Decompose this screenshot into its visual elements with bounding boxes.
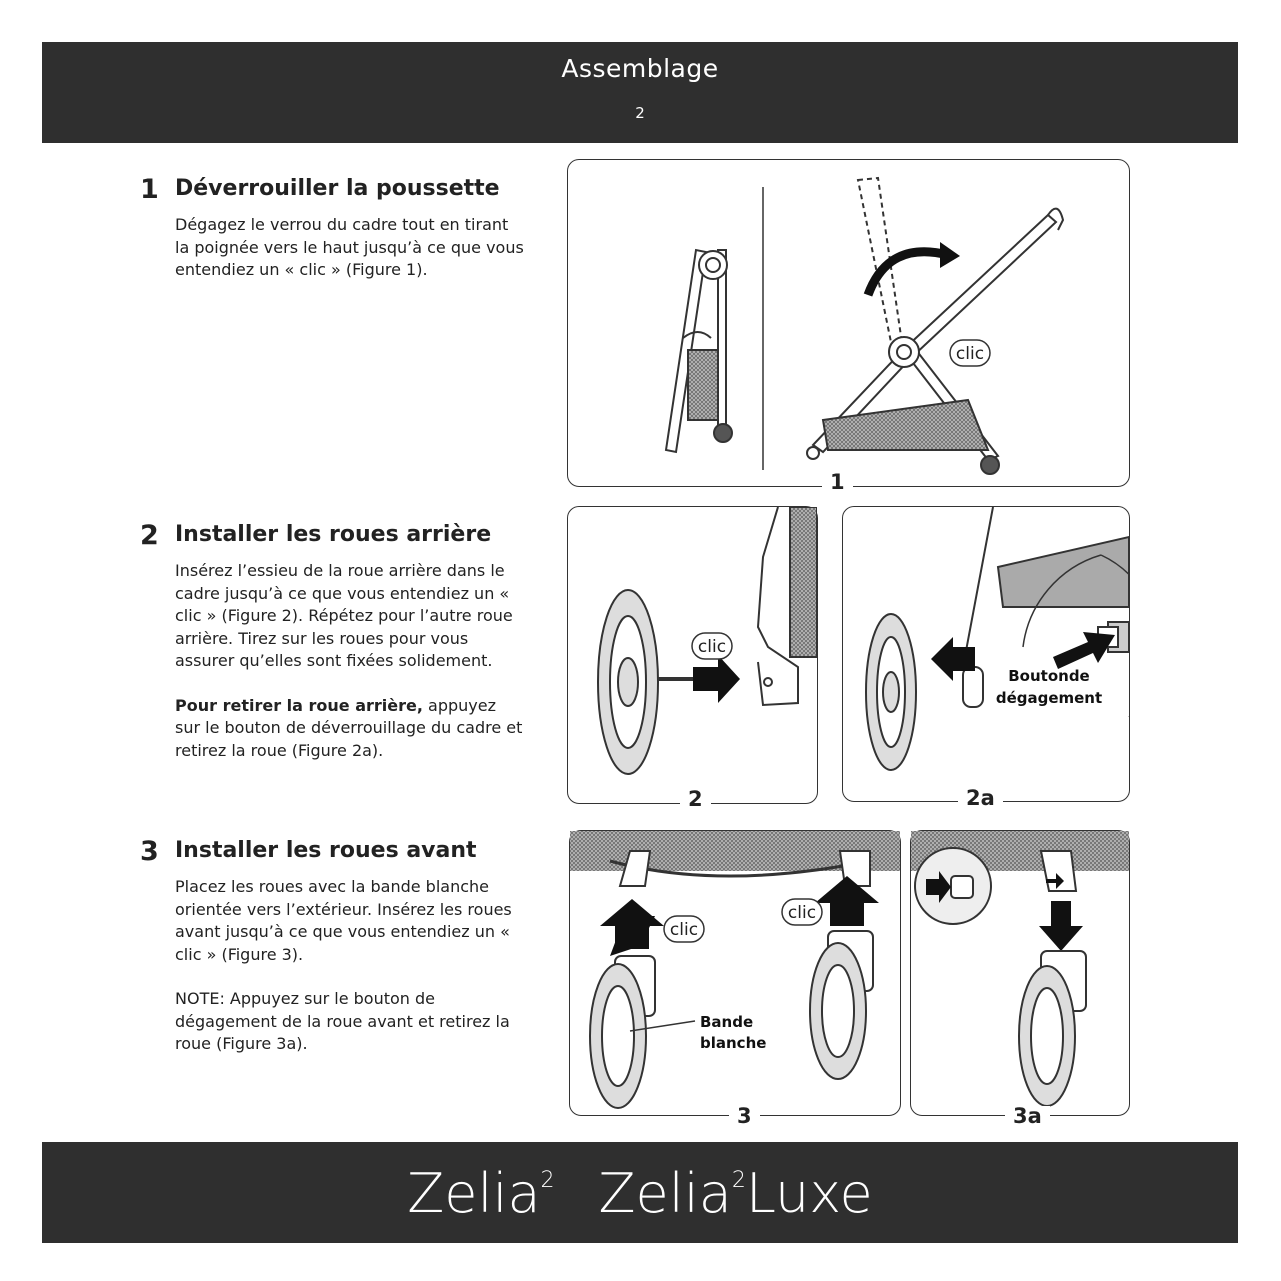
step-1: [140, 174, 525, 314]
page-number: 2: [635, 104, 645, 122]
callout-line: blanche: [700, 1034, 767, 1052]
header-band: [42, 42, 1238, 143]
figure-3: [569, 830, 901, 1128]
clic-bubble: [950, 340, 990, 366]
step-2: [140, 520, 525, 780]
folded-stroller: [666, 250, 732, 452]
brand-name: Zelia: [598, 1162, 732, 1225]
section-title: Assemblage: [561, 54, 719, 83]
clic-label: clic: [669, 920, 699, 940]
clic-bubble: [782, 899, 822, 925]
figure-caption: 3: [729, 1106, 760, 1126]
figure-1: [567, 159, 1130, 494]
brand-suffix: Luxe: [745, 1162, 873, 1225]
figure-2a: [842, 506, 1130, 810]
callout-line: dégagement: [995, 689, 1103, 707]
clic-label: clic: [787, 903, 817, 923]
step-body: [175, 876, 525, 1078]
figure-caption: 2a: [958, 788, 1003, 808]
brand-superscript: 2: [540, 1168, 555, 1193]
step-paragraph: Placez les roues avec la bande blanche orientée vers l’extérieur. Insérez les roues avant jusqu’à ce que vous entendiez un « clic » (Figure 3).: [175, 877, 512, 964]
figure-2a-illustration: [843, 507, 1129, 801]
step-removal-note: [175, 695, 525, 763]
callout-line: Boutonde: [1008, 667, 1090, 685]
step-paragraph: NOTE: Appuyez sur le bouton de dégagement de la roue avant et retirez la roue (Figure 3a).: [175, 989, 510, 1053]
step-title: Installer les roues arrière: [175, 522, 492, 547]
figure-caption: 2: [680, 789, 711, 809]
clic-bubble: [692, 633, 732, 659]
figure-1-illustration: [568, 160, 1129, 486]
removal-bold: Pour retirer la roue arrière,: [175, 695, 423, 715]
brand-superscript: 2: [731, 1168, 746, 1193]
callout-line: Bande: [700, 1013, 754, 1031]
step-number: 2: [140, 520, 159, 551]
clic-bubble: [664, 916, 704, 942]
clic-label: clic: [697, 637, 727, 657]
figure-caption: 3a: [1005, 1106, 1050, 1126]
step-paragraph: Dégagez le verrou du cadre tout en tirant la poignée vers le haut jusqu’à ce que vous entendiez un « clic » (Figure 1).: [175, 215, 524, 279]
footer-band: [42, 1142, 1238, 1243]
brand-logo: [42, 1162, 1238, 1225]
brand-name: Zelia: [407, 1162, 541, 1225]
step-title: Installer les roues avant: [175, 838, 477, 863]
step-number: 1: [140, 174, 159, 205]
figure-3a-illustration: [911, 831, 1129, 1115]
figure-3-illustration: [570, 831, 900, 1115]
figure-caption: 1: [822, 472, 853, 492]
removal-text: appuyez sur le bouton de déverrouillage du cadre et retirez la roue (Figure 2a).: [175, 695, 523, 760]
step-body: [175, 560, 525, 784]
step-paragraph: Insérez l’essieu de la roue arrière dans le cadre jusqu’à ce que vous entendiez un « clic » (Figure 2). Répétez pour l’autre roue arrière. Tirez sur les roues pour vous assurer qu’elles sont fixées solidement.: [175, 561, 513, 670]
step-title: Déverrouiller la poussette: [175, 176, 500, 201]
figure-2: [567, 506, 818, 811]
unfolded-stroller: [807, 178, 1063, 474]
step-number: 3: [140, 836, 159, 867]
step-body: [175, 214, 525, 304]
clic-label: clic: [955, 344, 985, 364]
figure-2-illustration: [568, 507, 817, 803]
figure-3a: [910, 830, 1130, 1128]
step-3: [140, 836, 525, 1076]
